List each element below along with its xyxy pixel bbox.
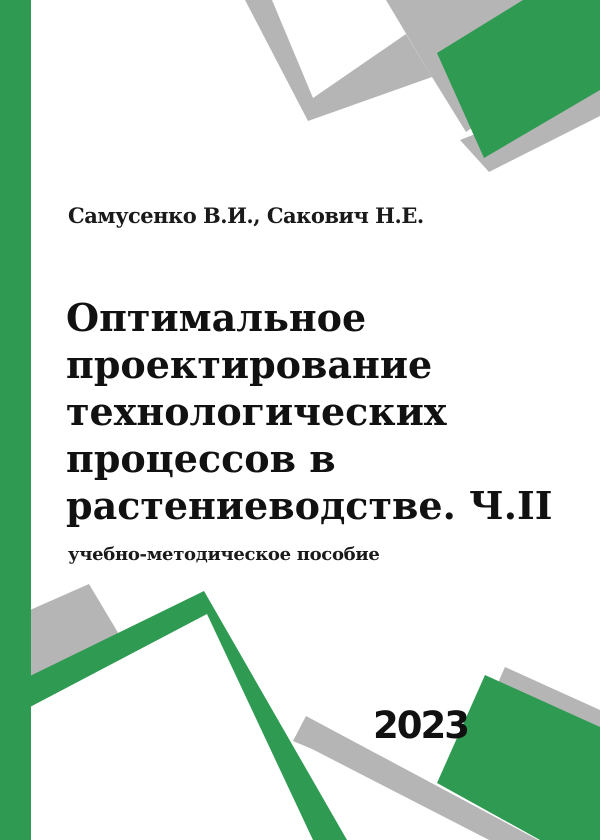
title-line: технологических bbox=[66, 389, 447, 434]
publication-year: 2023 bbox=[373, 704, 468, 747]
green-spine-strip bbox=[0, 0, 31, 840]
title-line: растениеводстве. Ч.II bbox=[66, 483, 553, 528]
authors-line: Самусенко В.И., Сакович Н.Е. bbox=[68, 203, 424, 228]
subtitle-line: учебно-методическое пособие bbox=[68, 544, 380, 565]
title-line: процессов в bbox=[66, 436, 336, 481]
title-line: Оптимальное bbox=[66, 295, 367, 340]
book-title bbox=[66, 294, 553, 529]
title-line: проектирование bbox=[66, 342, 433, 387]
